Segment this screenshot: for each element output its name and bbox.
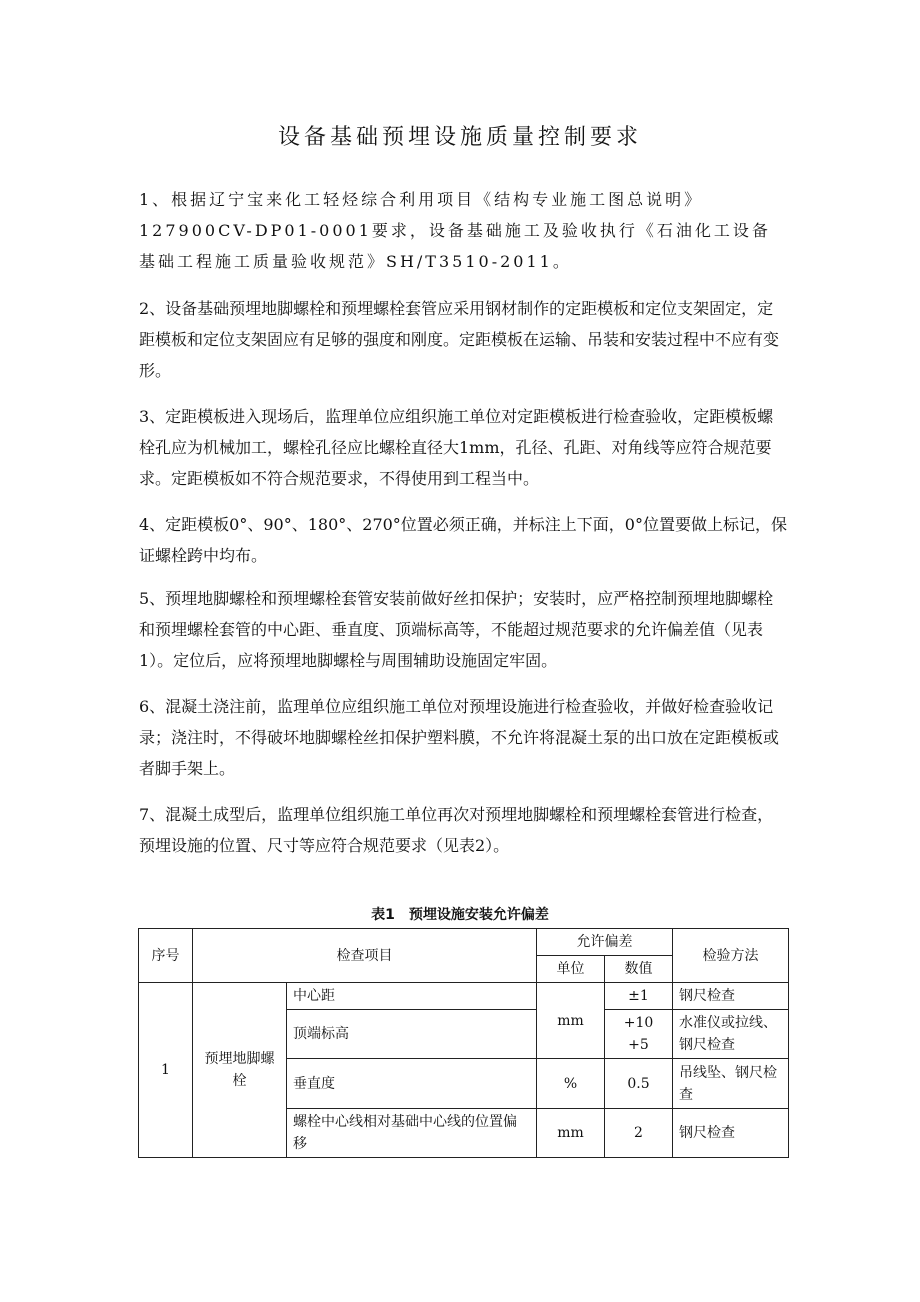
paragraph-6: 6、混凝土浇注前，监理单位应组织施工单位对预埋设施进行检查验收，并做好检查验收记录；浇注时，不得破坏地脚螺栓丝扣保护塑料膜，不允许将混凝土泵的出口放在定距模板或者脚手架上。: [139, 697, 780, 778]
header-seq: 序号: [139, 929, 193, 983]
row-value: +10 +5: [605, 1010, 673, 1059]
row-unit: mm: [537, 1109, 605, 1158]
paragraph-5: 5、预埋地脚螺栓和预埋螺栓套管安装前做好丝扣保护；安装时，应严格控制预埋地脚螺栓和预埋螺栓套管的中心距、垂直度、顶端标高等，不能超过规范要求的允许偏差值（见表1）。定位后，应将预埋地脚螺栓与周围辅助设施固定牢固。: [139, 589, 774, 670]
row-item: 中心距: [287, 983, 537, 1010]
row-item: 螺栓中心线相对基础中心线的位置偏移: [287, 1109, 537, 1158]
table-caption: 表1 预埋设施安装允许偏差: [371, 907, 549, 923]
row-value: ±1: [605, 983, 673, 1010]
row-method: 钢尺检查: [673, 983, 789, 1010]
row-value: 0.5: [605, 1059, 673, 1109]
row-method: 吊线坠、钢尺检查: [673, 1059, 789, 1109]
header-method: 检验方法: [673, 929, 789, 983]
header-tolerance: 允许偏差: [537, 929, 673, 956]
tolerance-table: [138, 928, 789, 1158]
row-item: 顶端标高: [287, 1010, 537, 1059]
document-title: 设备基础预埋设施质量控制要求: [277, 125, 642, 150]
header-value: 数值: [605, 956, 673, 983]
row-unit: %: [537, 1059, 605, 1109]
table-row: [139, 983, 789, 1010]
shared-unit: mm: [537, 983, 605, 1059]
row-method: 钢尺检查: [673, 1109, 789, 1158]
paragraph-1: 1、根据辽宁宝来化工轻烃综合利用项目《结构专业施工图总说明》127900CV-DP01-0001要求，设备基础施工及验收执行《石油化工设备基础工程施工质量验收规范》SH/T3510-2011。: [139, 190, 771, 271]
group-name: 预埋地脚螺栓: [193, 983, 287, 1158]
row-method: 水准仪或拉线、钢尺检查: [673, 1010, 789, 1059]
paragraph-4: 4、定距模板0°、90°、180°、270°位置必须正确，并标注上下面，0°位置要做上标记，保证螺栓跨中均布。: [139, 515, 787, 565]
paragraph-3: 3、定距模板进入现场后，监理单位应组织施工单位对定距模板进行检查验收，定距模板螺栓孔应为机械加工，螺栓孔径应比螺栓直径大1mm，孔径、孔距、对角线等应符合规范要求。定距模板如不符合规范要求，不得使用到工程当中。: [139, 407, 774, 488]
paragraph-2: 2、设备基础预埋地脚螺栓和预埋螺栓套管应采用钢材制作的定距模板和定位支架固定，定距模板和定位支架固应有足够的强度和刚度。定距模板在运输、吊装和安装过程中不应有变形。: [139, 299, 780, 380]
header-item: 检查项目: [193, 929, 537, 983]
row-item: 垂直度: [287, 1059, 537, 1109]
paragraph-7: 7、混凝土成型后，监理单位组织施工单位再次对预埋地脚螺栓和预埋螺栓套管进行检查，预埋设施的位置、尺寸等应符合规范要求（见表2）。: [139, 805, 774, 855]
row-value: 2: [605, 1109, 673, 1158]
group-seq: 1: [139, 983, 193, 1158]
header-unit: 单位: [537, 956, 605, 983]
